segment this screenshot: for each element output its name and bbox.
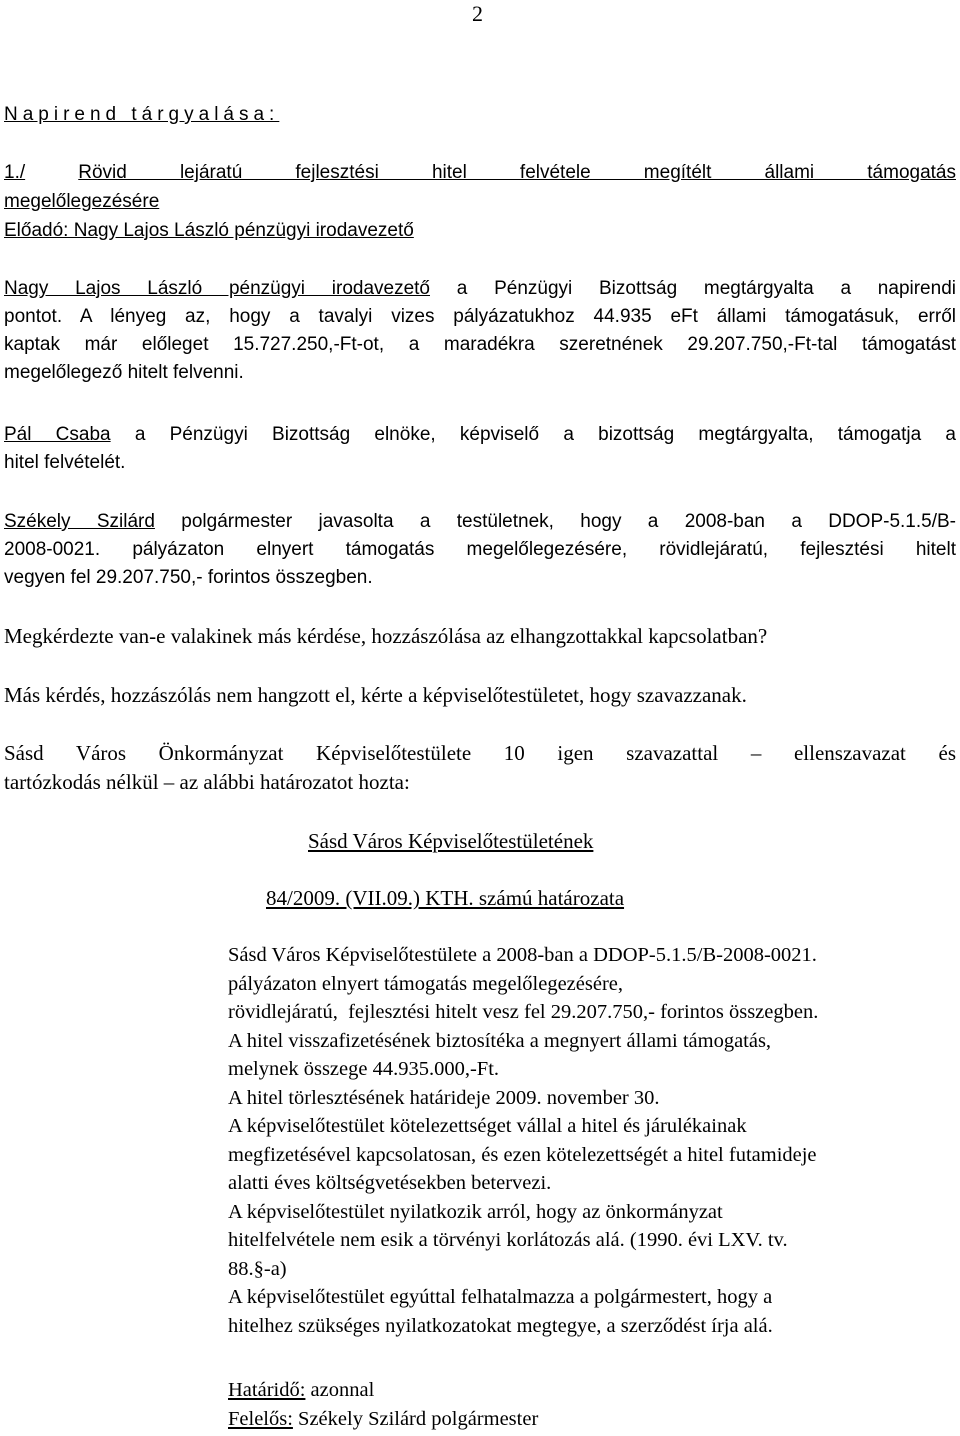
paragraph-line: vegyen fel 29.207.750,- forintos összegben. bbox=[4, 567, 373, 588]
agenda-heading: Napirend tárgyalása: bbox=[4, 104, 280, 125]
paragraph-line bbox=[4, 508, 956, 536]
item-title: Rövid lejáratú fejlesztési hitel felvétele megítélt állami támogatás bbox=[78, 162, 956, 183]
paragraph-line: megelőlegező hitelt felvenni. bbox=[4, 362, 244, 383]
paragraph-vote-call bbox=[4, 681, 956, 709]
deadline-value: azonnal bbox=[305, 1379, 375, 1401]
speaker-name: Pál Csaba bbox=[4, 424, 111, 445]
speaker-name: Székely Szilárd bbox=[4, 511, 155, 532]
agenda-item-title-line2: megelőlegezésére bbox=[4, 191, 160, 212]
speaker-name: Nagy Lajos László pénzügyi irodavezető bbox=[4, 278, 430, 299]
paragraph-mayor-proposal bbox=[4, 508, 956, 592]
paragraph-line bbox=[4, 421, 956, 449]
resolution-line: hitelhez szükséges nyilatkozatokat megtegye, a szerződést írja alá. bbox=[228, 1314, 773, 1337]
resolution-line: megfizetésével kapcsolatosan, és ezen kötelezettségét a hitel futamideje bbox=[228, 1143, 817, 1166]
paragraph-text: a Pénzügyi Bizottság megtárgyalta a napirendi bbox=[430, 278, 956, 299]
paragraph-line: Más kérdés, hozzászólás nem hangzott el, kérte a képviselőtestületet, hogy szavazzanak. bbox=[4, 683, 747, 707]
agenda-item-1 bbox=[4, 159, 956, 245]
presenter-line: Előadó: Nagy Lajos László pénzügyi irodavezető bbox=[4, 220, 414, 241]
agenda-item-title-line1 bbox=[4, 159, 956, 187]
speaker-role: a Pénzügyi Bizottság elnöke, képviselő bbox=[110, 424, 540, 445]
page-number: 2 bbox=[472, 1, 483, 26]
resolution-line: hitelfelvétele nem esik a törvényi korlátozás alá. (1990. évi LXV. tv. bbox=[228, 1229, 788, 1251]
paragraph-committee-chair bbox=[4, 421, 956, 477]
paragraph-line: Sásd Város Önkormányzat Képviselőtestülete 10 igen szavazattal – ellenszavazat és bbox=[4, 741, 956, 765]
paragraph-line: 2008-0021. pályázaton elnyert támogatás megelőlegezésére, rövidlejáratú, fejlesztési hitelt bbox=[4, 539, 956, 560]
resolution-line: alatti éves költségvetésekben betervezi. bbox=[228, 1172, 552, 1194]
deadline-line bbox=[228, 1376, 374, 1404]
resolution-text bbox=[228, 941, 956, 1340]
speaker-role: polgármester bbox=[154, 511, 293, 532]
resolution-line: A képviselőtestület egyúttal felhatalmazza a polgármestert, hogy a bbox=[228, 1286, 773, 1308]
paragraph-financial-report bbox=[4, 275, 956, 387]
responsible-value: Székely Szilárd polgármester bbox=[292, 1408, 539, 1430]
paragraph-vote-result bbox=[4, 739, 956, 797]
resolution-line: rövidlejáratú, fejlesztési hitelt vesz fel 29.207.750,- forintos összegben. bbox=[228, 1001, 819, 1023]
resolution-line: A hitel visszafizetésének biztosítéka a megnyert állami támogatás, bbox=[228, 1029, 772, 1052]
paragraph-line: Megkérdezte van-e valakinek más kérdése, hozzászólása az elhangzottakkal kapcsolatban? bbox=[4, 624, 768, 648]
item-number: 1./ bbox=[4, 162, 26, 183]
resolution-line: 88.§-a) bbox=[228, 1257, 287, 1280]
paragraph-line: tartózkodás nélkül – az alábbi határozatot hozta: bbox=[4, 770, 410, 794]
paragraph-text: a bizottság megtárgyalta, támogatja a bbox=[539, 424, 956, 445]
responsible-line bbox=[228, 1405, 538, 1433]
paragraph-line: hitel felvételét. bbox=[4, 452, 126, 473]
resolution-line: A képviselőtestület nyilatkozik arról, hogy az önkormányzat bbox=[228, 1200, 723, 1223]
paragraph-line bbox=[4, 275, 956, 303]
resolution-line: pályázaton elnyert támogatás megelőlegezésére, bbox=[228, 972, 623, 995]
responsible-label: Felelős: bbox=[228, 1408, 293, 1430]
paragraph-line: pontot. A lényeg az, hogy a tavalyi vizes pályázatukhoz 44.935 eFt állami támogatásuk, erről bbox=[4, 306, 956, 327]
resolution-line: melynek összege 44.935.000,-Ft. bbox=[228, 1058, 500, 1080]
paragraph-questions bbox=[4, 622, 956, 650]
resolution-line: Sásd Város Képviselőtestülete a 2008-ban a DDOP-5.1.5/B-2008-0021. bbox=[228, 944, 817, 966]
paragraph-text: javasolta a testületnek, hogy a 2008-ban a DDOP-5.1.5/B- bbox=[292, 511, 956, 532]
resolution-number-title: 84/2009. (VII.09.) KTH. számú határozata bbox=[266, 886, 625, 910]
resolution-line: A hitel törlesztésének határideje 2009. november 30. bbox=[228, 1086, 660, 1109]
paragraph-line: kaptak már előleget 15.727.250,-Ft-ot, a maradékra szeretnének 29.207.750,-Ft-tal támogatást bbox=[4, 334, 956, 355]
resolution-line: A képviselőtestület kötelezettséget vállal a hitel és járulékainak bbox=[228, 1115, 747, 1137]
deadline-label: Határidő: bbox=[228, 1379, 306, 1401]
resolution-body-title: Sásd Város Képviselőtestületének bbox=[308, 829, 594, 853]
